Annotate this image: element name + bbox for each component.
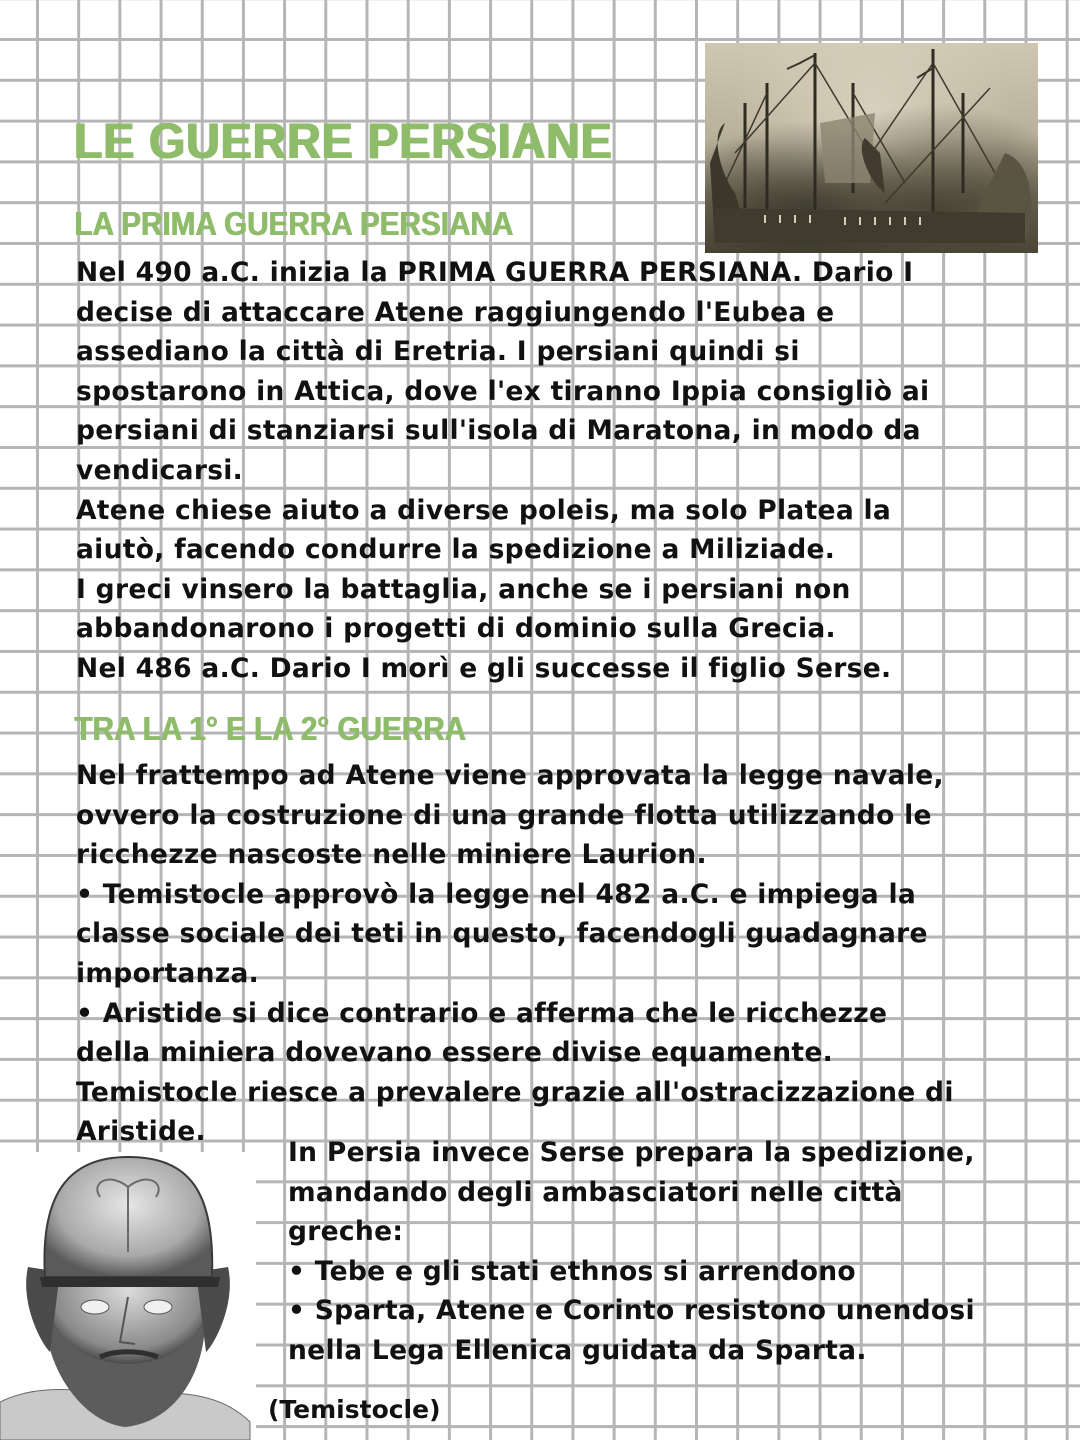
- text-line: In Persia invece Serse prepara la spedizione,: [288, 1137, 975, 1168]
- section-heading-between-wars: TRA LA 1° E LA 2° GUERRA: [74, 710, 466, 747]
- text-line: decise di attaccare Atene raggiungendo l'Eubea e: [76, 296, 835, 328]
- bust-portrait-icon: [0, 1152, 256, 1440]
- text-line: greche:: [288, 1216, 404, 1248]
- temistocle-bust-image: [0, 1152, 256, 1440]
- bullet-item: • Aristide si dice contrario e afferma che le ricchezze: [76, 997, 888, 1029]
- bust-caption: (Temistocle): [268, 1395, 441, 1424]
- text-line: Nel 490 a.C. inizia la PRIMA GUERRA PERSIANA. Dario I: [76, 257, 914, 288]
- section-body-between-wars: [76, 756, 954, 1152]
- text-line: ovvero la costruzione di una grande flotta utilizzando le: [76, 799, 932, 831]
- section-heading-first-war: LA PRIMA GUERRA PERSIANA: [74, 205, 513, 242]
- text-line: importanza.: [76, 957, 260, 989]
- text-line: abbandonarono i progetti di dominio sulla Grecia.: [76, 613, 836, 645]
- text-line: nella Lega Ellenica guidata da Sparta.: [288, 1334, 867, 1366]
- bullet-item: • Temistocle approvò la legge nel 482 a.C. e impiega la: [76, 878, 917, 910]
- text-line: Nel 486 a.C. Dario I morì e gli successe il figlio Serse.: [76, 652, 892, 684]
- text-line: spostarono in Attica, dove l'ex tiranno Ippia consigliò ai: [76, 375, 930, 407]
- section-body-first-war: [76, 253, 929, 689]
- text-line: classe sociale dei teti in questo, facendogli guadagnare: [76, 918, 928, 950]
- text-line: mandando degli ambasciatori nelle città: [288, 1176, 903, 1208]
- text-line: vendicarsi.: [76, 454, 244, 486]
- ship-illustration-icon: [705, 43, 1038, 253]
- text-line: assediano la città di Eretria. I persiani quindi si: [76, 336, 800, 368]
- text-line: I greci vinsero la battaglia, anche se i persiani non: [76, 573, 851, 605]
- text-line: Temistocle riesce a prevalere grazie all'ostracizzazione di: [76, 1076, 954, 1108]
- section-continuation-persia: [288, 1133, 975, 1371]
- text-line: aiutò, facendo condurre la spedizione a Miliziade.: [76, 534, 836, 566]
- text-line: persiani di stanziarsi sull'isola di Maratona, in modo da: [76, 415, 921, 447]
- text-line: Atene chiese aiuto a diverse poleis, ma solo Platea la: [76, 494, 892, 526]
- ships-illustration-image: [705, 43, 1038, 253]
- text-line: Nel frattempo ad Atene viene approvata la legge navale,: [76, 760, 944, 791]
- text-line: ricchezze nascoste nelle miniere Laurion.: [76, 839, 707, 871]
- text-line: della miniera dovevano essere divise equamente.: [76, 1037, 833, 1069]
- bullet-item: • Sparta, Atene e Corinto resistono unendosi: [288, 1295, 975, 1327]
- text-line: Aristide.: [76, 1116, 206, 1148]
- bullet-item: • Tebe e gli stati ethnos si arrendono: [288, 1255, 856, 1287]
- page-title: LE GUERRE PERSIANE: [74, 113, 613, 169]
